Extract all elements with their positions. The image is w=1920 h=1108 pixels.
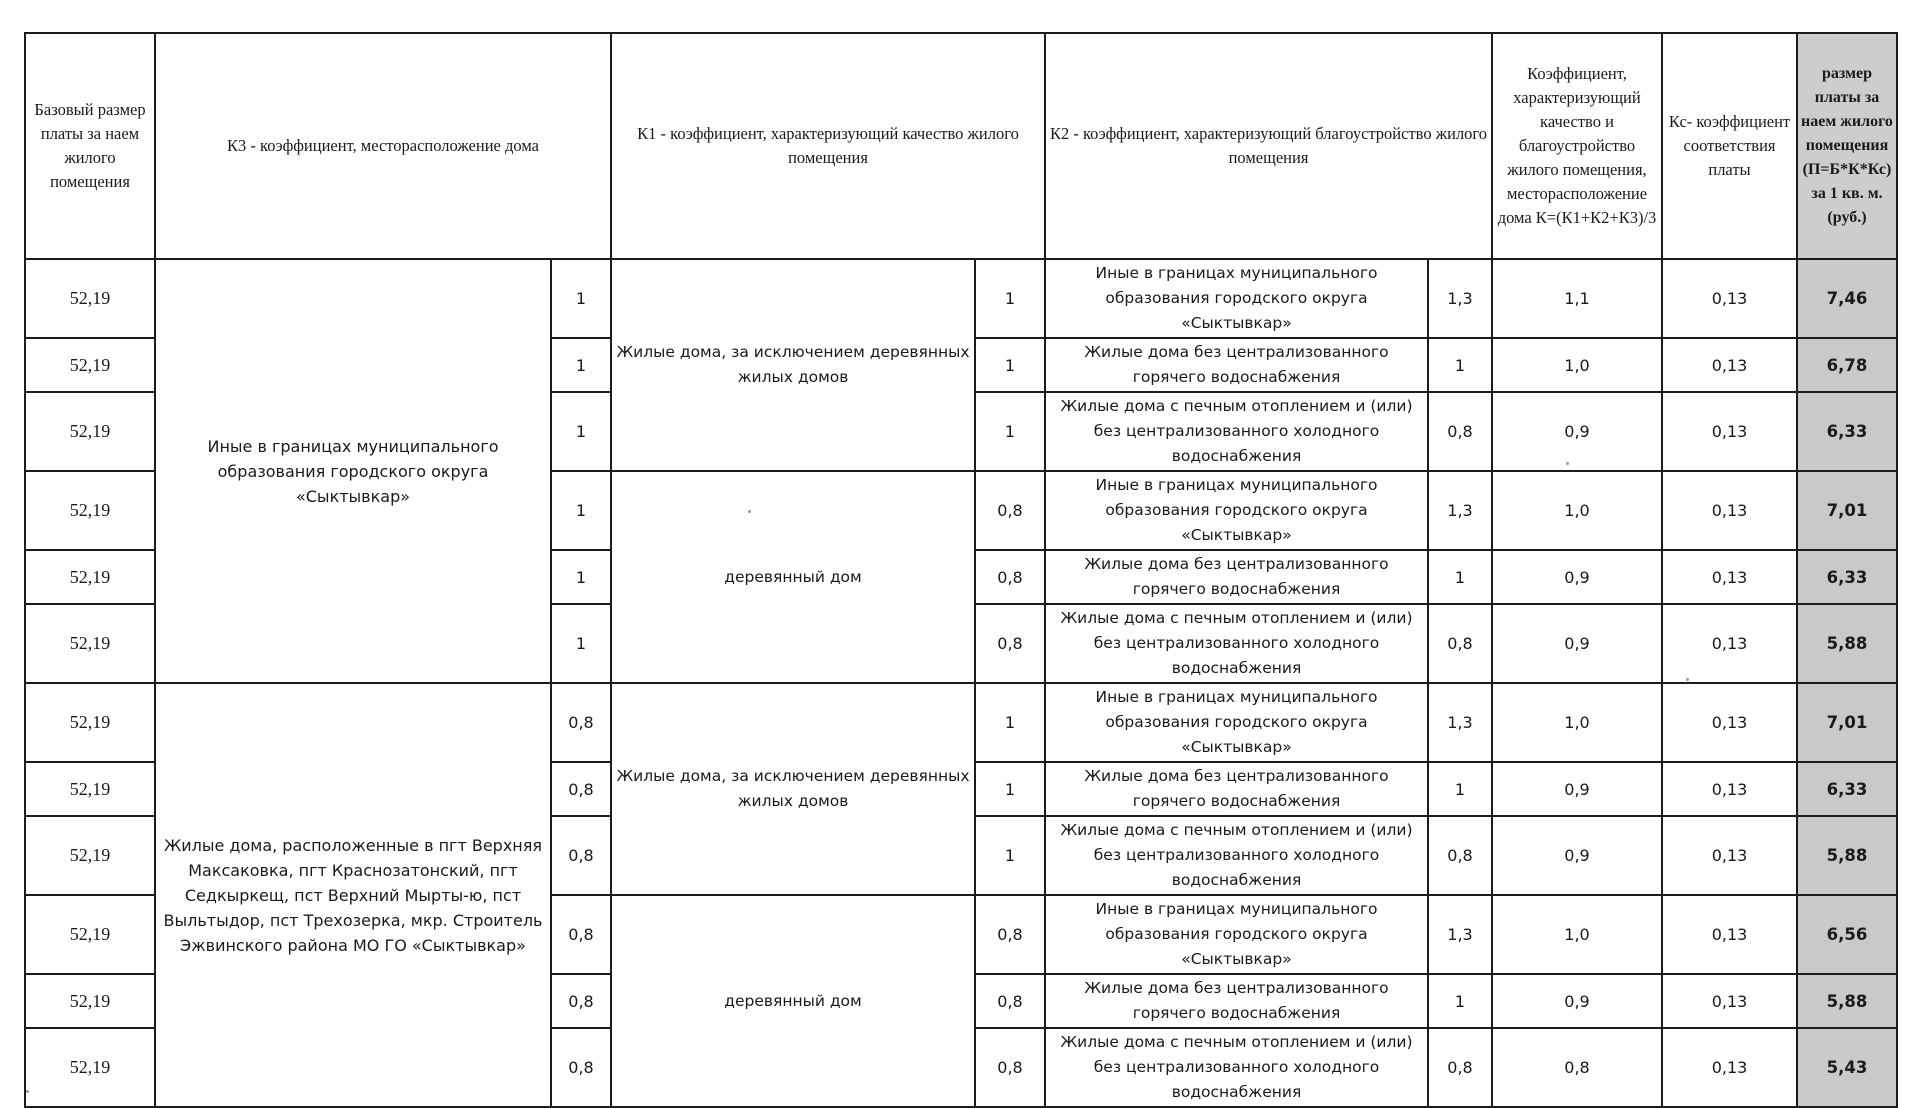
scan-speck <box>1686 678 1689 681</box>
header-k1: К1 - коэффициент, характеризующий качество жилого помещения <box>611 33 1045 259</box>
k3-value-cell: 1 <box>551 392 611 471</box>
base-fee-cell: 52,19 <box>25 1028 155 1107</box>
k1-value-cell: 0,8 <box>975 604 1045 683</box>
k2-value-cell: 1 <box>1428 762 1492 816</box>
base-fee-cell: 52,19 <box>25 762 155 816</box>
total-fee-cell: 6,33 <box>1797 762 1897 816</box>
k2-value-cell: 1,3 <box>1428 683 1492 762</box>
kc-value-cell: 0,13 <box>1662 895 1797 974</box>
k-value-cell: 0,8 <box>1492 1028 1662 1107</box>
k1-value-cell: 0,8 <box>975 974 1045 1028</box>
quality-group-cell: Жилые дома, за исключением деревянных жилых домов <box>611 259 975 471</box>
header-total: размер платы за наем жилого помещения (П=Б*К*Кс) за 1 кв. м. (руб.) <box>1797 33 1897 259</box>
k-value-cell: 1,0 <box>1492 338 1662 392</box>
k1-value-cell: 0,8 <box>975 1028 1045 1107</box>
total-fee-cell: 5,88 <box>1797 816 1897 895</box>
header-k3: К3 - коэффициент, месторасположение дома <box>155 33 611 259</box>
scan-speck <box>748 510 751 513</box>
kc-value-cell: 0,13 <box>1662 816 1797 895</box>
kc-value-cell: 0,13 <box>1662 259 1797 338</box>
k2-value-cell: 1,3 <box>1428 895 1492 974</box>
k2-value-cell: 1 <box>1428 974 1492 1028</box>
k1-value-cell: 1 <box>975 338 1045 392</box>
k1-value-cell: 1 <box>975 259 1045 338</box>
k1-value-cell: 1 <box>975 762 1045 816</box>
k1-value-cell: 0,8 <box>975 471 1045 550</box>
k-value-cell: 0,9 <box>1492 816 1662 895</box>
total-fee-cell: 7,46 <box>1797 259 1897 338</box>
base-fee-cell: 52,19 <box>25 338 155 392</box>
table-row <box>25 683 1897 762</box>
header-k: Коэффициент, характеризующий качество и благоустройство жилого помещения, месторасположение дома К=(К1+К2+К3)/3 <box>1492 33 1662 259</box>
k1-value-cell: 1 <box>975 683 1045 762</box>
k2-description-cell: Иные в границах муниципального образования городского округа «Сыктывкар» <box>1045 471 1428 550</box>
base-fee-cell: 52,19 <box>25 471 155 550</box>
k2-description-cell: Иные в границах муниципального образования городского округа «Сыктывкар» <box>1045 683 1428 762</box>
header-kc: Кс- коэффициент соответствия платы <box>1662 33 1797 259</box>
k2-description-cell: Жилые дома с печным отоплением и (или) без централизованного холодного водоснабжения <box>1045 604 1428 683</box>
base-fee-cell: 52,19 <box>25 816 155 895</box>
k-value-cell: 0,9 <box>1492 392 1662 471</box>
total-fee-cell: 7,01 <box>1797 471 1897 550</box>
total-fee-cell: 5,88 <box>1797 604 1897 683</box>
kc-value-cell: 0,13 <box>1662 471 1797 550</box>
location-group-cell: Жилые дома, расположенные в пгт Верхняя Максаковка, пгт Краснозатонский, пгт Седкыркещ, пст Верхний Мырты-ю, пст Выльтыдор, пст Трехозерка, мкр. Строитель Эжвинского района МО ГО «Сыктывкар» <box>155 683 551 1107</box>
total-fee-cell: 7,01 <box>1797 683 1897 762</box>
k2-value-cell: 1,3 <box>1428 471 1492 550</box>
kc-value-cell: 0,13 <box>1662 1028 1797 1107</box>
k-value-cell: 0,9 <box>1492 550 1662 604</box>
kc-value-cell: 0,13 <box>1662 550 1797 604</box>
k3-value-cell: 0,8 <box>551 683 611 762</box>
k2-description-cell: Жилые дома с печным отоплением и (или) без централизованного холодного водоснабжения <box>1045 1028 1428 1107</box>
k2-description-cell: Жилые дома без централизованного горячего водоснабжения <box>1045 550 1428 604</box>
k1-value-cell: 0,8 <box>975 550 1045 604</box>
base-fee-cell: 52,19 <box>25 895 155 974</box>
k3-value-cell: 1 <box>551 259 611 338</box>
total-fee-cell: 6,33 <box>1797 550 1897 604</box>
k-value-cell: 0,9 <box>1492 762 1662 816</box>
k1-value-cell: 0,8 <box>975 895 1045 974</box>
k2-description-cell: Жилые дома с печным отоплением и (или) без централизованного холодного водоснабжения <box>1045 816 1428 895</box>
quality-group-cell: деревянный дом <box>611 895 975 1107</box>
k1-value-cell: 1 <box>975 816 1045 895</box>
base-fee-cell: 52,19 <box>25 683 155 762</box>
total-fee-cell: 5,43 <box>1797 1028 1897 1107</box>
k3-value-cell: 0,8 <box>551 974 611 1028</box>
k3-value-cell: 0,8 <box>551 895 611 974</box>
location-group-cell: Иные в границах муниципального образования городского округа «Сыктывкар» <box>155 259 551 683</box>
scan-speck <box>26 1090 29 1093</box>
k2-value-cell: 1 <box>1428 550 1492 604</box>
k-value-cell: 1,1 <box>1492 259 1662 338</box>
k2-description-cell: Иные в границах муниципального образования городского округа «Сыктывкар» <box>1045 895 1428 974</box>
k3-value-cell: 1 <box>551 550 611 604</box>
k3-value-cell: 1 <box>551 338 611 392</box>
k3-value-cell: 0,8 <box>551 1028 611 1107</box>
k2-value-cell: 0,8 <box>1428 816 1492 895</box>
kc-value-cell: 0,13 <box>1662 338 1797 392</box>
kc-value-cell: 0,13 <box>1662 762 1797 816</box>
total-fee-cell: 6,56 <box>1797 895 1897 974</box>
base-fee-cell: 52,19 <box>25 259 155 338</box>
base-fee-cell: 52,19 <box>25 550 155 604</box>
base-fee-cell: 52,19 <box>25 974 155 1028</box>
k-value-cell: 1,0 <box>1492 895 1662 974</box>
header-row <box>25 33 1897 259</box>
quality-group-cell: деревянный дом <box>611 471 975 683</box>
k2-description-cell: Жилые дома без централизованного горячего водоснабжения <box>1045 762 1428 816</box>
k2-description-cell: Жилые дома без централизованного горячего водоснабжения <box>1045 974 1428 1028</box>
header-k2: К2 - коэффициент, характеризующий благоустройство жилого помещения <box>1045 33 1492 259</box>
k3-value-cell: 0,8 <box>551 816 611 895</box>
k-value-cell: 0,9 <box>1492 974 1662 1028</box>
k2-value-cell: 1,3 <box>1428 259 1492 338</box>
k-value-cell: 1,0 <box>1492 471 1662 550</box>
total-fee-cell: 5,88 <box>1797 974 1897 1028</box>
k3-value-cell: 1 <box>551 471 611 550</box>
scan-speck <box>1566 462 1569 465</box>
k3-value-cell: 1 <box>551 604 611 683</box>
k-value-cell: 0,9 <box>1492 604 1662 683</box>
k2-description-cell: Иные в границах муниципального образования городского округа «Сыктывкар» <box>1045 259 1428 338</box>
k2-value-cell: 1 <box>1428 338 1492 392</box>
k2-value-cell: 0,8 <box>1428 392 1492 471</box>
header-base: Базовый размер платы за наем жилого помещения <box>25 33 155 259</box>
kc-value-cell: 0,13 <box>1662 604 1797 683</box>
base-fee-cell: 52,19 <box>25 604 155 683</box>
total-fee-cell: 6,78 <box>1797 338 1897 392</box>
kc-value-cell: 0,13 <box>1662 974 1797 1028</box>
kc-value-cell: 0,13 <box>1662 392 1797 471</box>
kc-value-cell: 0,13 <box>1662 683 1797 762</box>
table-row <box>25 259 1897 338</box>
quality-group-cell: Жилые дома, за исключением деревянных жилых домов <box>611 683 975 895</box>
k2-value-cell: 0,8 <box>1428 604 1492 683</box>
coefficient-table <box>24 32 1898 1108</box>
k2-description-cell: Жилые дома без централизованного горячего водоснабжения <box>1045 338 1428 392</box>
k3-value-cell: 0,8 <box>551 762 611 816</box>
base-fee-cell: 52,19 <box>25 392 155 471</box>
k2-description-cell: Жилые дома с печным отоплением и (или) без централизованного холодного водоснабжения <box>1045 392 1428 471</box>
k-value-cell: 1,0 <box>1492 683 1662 762</box>
total-fee-cell: 6,33 <box>1797 392 1897 471</box>
k2-value-cell: 0,8 <box>1428 1028 1492 1107</box>
k1-value-cell: 1 <box>975 392 1045 471</box>
